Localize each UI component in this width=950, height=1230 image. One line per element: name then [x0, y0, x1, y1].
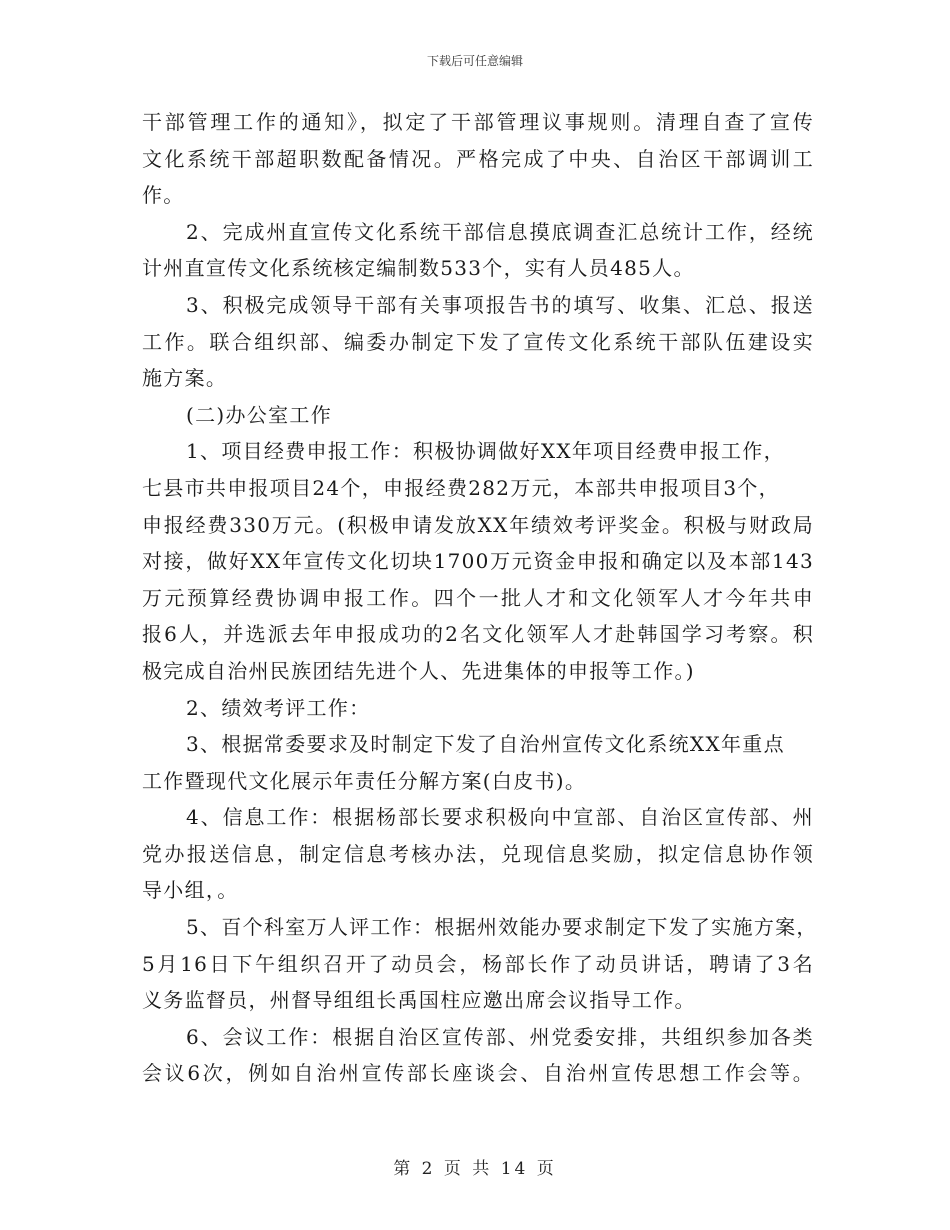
text-line: 5月16日下午组织召开了动员会，杨部长作了动员讲话，聘请了3名	[142, 951, 814, 976]
text-line: 作。	[142, 183, 185, 208]
text-line: 1、项目经费申报工作：积极协调做好XX年项目经费申报工作，	[186, 439, 785, 464]
text-line: 万元预算经费协调申报工作。四个一批人才和文化领军人才今年共申	[142, 585, 814, 610]
text-line: 义务监督员，州督导组组长禹国柱应邀出席会议指导工作。	[142, 988, 696, 1013]
text-line: 报6人，并选派去年申报成功的2名文化领军人才赴韩国学习考察。积	[142, 622, 814, 647]
text-line: 3、积极完成领导干部有关事项报告书的填写、收集、汇总、报送	[186, 292, 814, 317]
text-line: 工作。联合组织部、编委办制定下发了宣传文化系统干部队伍建设实	[142, 329, 814, 354]
page-footer: 第 2 页 共 14 页	[393, 1159, 557, 1179]
text-line: 极完成自治州民族团结先进个人、先进集体的申报等工作。)	[142, 658, 695, 683]
text-line: 5、百个科室万人评工作：根据州效能办要求制定下发了实施方案，	[186, 915, 818, 940]
text-line: 工作暨现代文化展示年责任分解方案(白皮书)。	[142, 768, 587, 793]
text-line: 申报经费330万元。(积极申请发放XX年绩效考评奖金。积极与财政局	[142, 512, 814, 537]
text-line: 干部管理工作的通知》，拟定了干部管理议事规则。清理自查了宣传	[142, 110, 814, 134]
text-line: 2、绩效考评工作：	[186, 695, 371, 720]
text-line: 施方案。	[142, 366, 228, 391]
text-line: 文化系统干部超职数配备情况。严格完成了中央、自治区干部调训工	[142, 146, 814, 171]
text-line: 对接，做好XX年宣传文化切块1700万元资金申报和确定以及本部143	[142, 549, 814, 574]
text-line: 3、根据常委要求及时制定下发了自治州宣传文化系统XX年重点	[186, 732, 785, 757]
text-line: (二)办公室工作	[186, 402, 333, 427]
text-line: 2、完成州直宣传文化系统干部信息摸底调查汇总统计工作，经统	[186, 219, 814, 244]
text-line: 七县市共申报项目24个，申报经费282万元，本部共申报项目3个，	[142, 475, 780, 500]
text-line: 4、信息工作：根据杨部长要求积极向中宣部、自治区宣传部、州	[186, 805, 814, 830]
text-line: 导小组，。	[142, 878, 239, 903]
text-line: 6、会议工作：根据自治区宣传部、州党委安排，共组织参加各类	[186, 1024, 814, 1049]
text-line: 计州直宣传文化系统核定编制数533个，实有人员485人。	[142, 256, 695, 281]
page-header: 下载后可任意编辑	[426, 54, 523, 68]
text-line: 党办报送信息，制定信息考核办法，兑现信息奖励，拟定信息协作领	[142, 841, 814, 866]
text-line: 会议6次，例如自治州宣传部长座谈会、自治州宣传思想工作会等。	[142, 1061, 814, 1086]
document-body	[142, 104, 818, 1092]
